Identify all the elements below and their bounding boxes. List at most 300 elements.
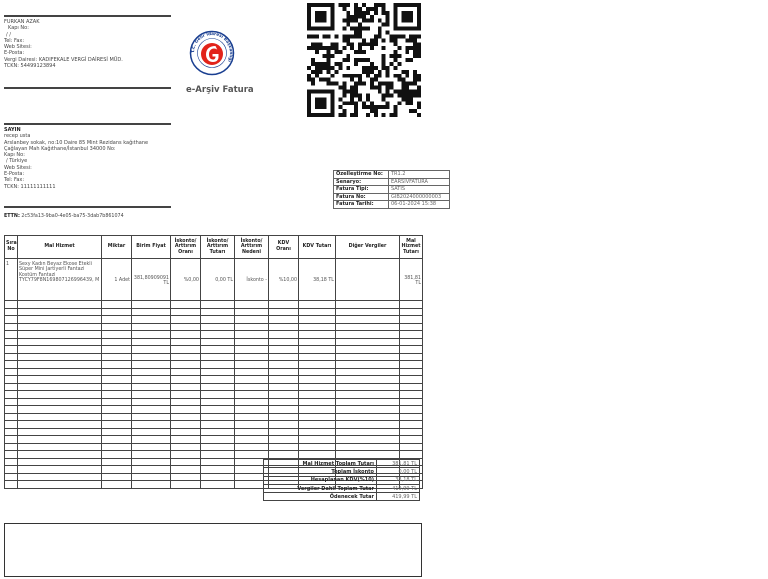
empty-cell bbox=[336, 308, 400, 316]
info-row bbox=[334, 171, 450, 179]
totals-row bbox=[264, 460, 420, 468]
empty-cell bbox=[269, 383, 299, 391]
seller-slash: / / bbox=[6, 31, 11, 38]
empty-cell bbox=[102, 406, 132, 414]
svg-text:T.C. Gelir İdaresi Başkanlığı: T.C. Gelir İdaresi Başkanlığı bbox=[189, 30, 235, 64]
empty-cell bbox=[299, 316, 336, 324]
empty-cell bbox=[269, 451, 299, 459]
item-other-taxes bbox=[336, 259, 400, 301]
empty-table-row bbox=[5, 346, 423, 354]
empty-cell bbox=[5, 338, 18, 346]
empty-cell bbox=[102, 368, 132, 376]
header-cell: İskonto/ Arttırım Oranı bbox=[171, 236, 201, 259]
empty-cell bbox=[171, 376, 201, 384]
empty-cell bbox=[201, 466, 235, 474]
empty-cell bbox=[235, 323, 269, 331]
header-cell: İskonto/ Arttırım Nedeni bbox=[235, 236, 269, 259]
empty-cell bbox=[102, 413, 132, 421]
empty-cell bbox=[132, 338, 171, 346]
buyer-door: Kapı No: bbox=[4, 152, 25, 159]
empty-cell bbox=[201, 353, 235, 361]
empty-cell bbox=[102, 323, 132, 331]
empty-cell bbox=[269, 361, 299, 369]
empty-cell bbox=[299, 368, 336, 376]
empty-cell bbox=[102, 436, 132, 444]
empty-cell bbox=[5, 376, 18, 384]
item-no: 1 bbox=[5, 259, 18, 301]
empty-cell bbox=[400, 428, 423, 436]
empty-table-row bbox=[5, 316, 423, 324]
empty-cell bbox=[201, 398, 235, 406]
empty-cell bbox=[132, 361, 171, 369]
empty-cell bbox=[299, 338, 336, 346]
empty-cell bbox=[5, 451, 18, 459]
empty-cell bbox=[18, 368, 102, 376]
table-row bbox=[5, 259, 423, 301]
empty-cell bbox=[132, 421, 171, 429]
info-value: TR1.2 bbox=[389, 171, 450, 179]
header-cell: Mal Hizmet Tutarı bbox=[400, 236, 423, 259]
empty-cell bbox=[5, 331, 18, 339]
empty-cell bbox=[201, 436, 235, 444]
empty-cell bbox=[18, 316, 102, 324]
seller-tax-office: Vergi Dairesi: KADIFEKALE VERGİ DAİRESİ MÜD. bbox=[4, 56, 123, 63]
empty-cell bbox=[18, 466, 102, 474]
empty-cell bbox=[102, 331, 132, 339]
empty-cell bbox=[336, 383, 400, 391]
seller-door: Kapı No: bbox=[8, 25, 29, 32]
empty-cell bbox=[299, 323, 336, 331]
empty-cell bbox=[18, 376, 102, 384]
logo-title: e-Arşiv Fatura bbox=[186, 85, 254, 95]
empty-cell bbox=[18, 428, 102, 436]
empty-cell bbox=[5, 481, 18, 489]
empty-cell bbox=[400, 353, 423, 361]
empty-cell bbox=[400, 391, 423, 399]
items-header-row bbox=[5, 236, 423, 259]
empty-cell bbox=[132, 398, 171, 406]
empty-cell bbox=[400, 413, 423, 421]
empty-cell bbox=[400, 451, 423, 459]
empty-cell bbox=[235, 413, 269, 421]
empty-cell bbox=[102, 383, 132, 391]
header-cell: Miktar bbox=[102, 236, 132, 259]
header-cell: Mal Hizmet bbox=[18, 236, 102, 259]
header-cell: Birim Fiyat bbox=[132, 236, 171, 259]
empty-cell bbox=[171, 323, 201, 331]
empty-cell bbox=[201, 368, 235, 376]
empty-cell bbox=[102, 338, 132, 346]
buyer-heading: SAYIN bbox=[4, 127, 21, 133]
empty-cell bbox=[132, 323, 171, 331]
item-vat-amount: 38,18 TL bbox=[299, 259, 336, 301]
empty-cell bbox=[400, 406, 423, 414]
empty-cell bbox=[336, 436, 400, 444]
seller-tckn: TCKN: 54499123894 bbox=[4, 63, 56, 70]
header-cell: KDV Tutarı bbox=[299, 236, 336, 259]
totals-key: Toplam İskonto bbox=[264, 468, 377, 476]
header-cell: KDV Oranı bbox=[269, 236, 299, 259]
empty-cell bbox=[171, 308, 201, 316]
empty-cell bbox=[18, 346, 102, 354]
empty-cell bbox=[336, 323, 400, 331]
info-value: EARSIVFATURA bbox=[389, 178, 450, 186]
empty-cell bbox=[102, 481, 132, 489]
totals-row bbox=[264, 476, 420, 484]
empty-table-row bbox=[5, 301, 423, 309]
totals-value: 0,00 TL bbox=[377, 468, 420, 476]
empty-cell bbox=[5, 466, 18, 474]
info-value: SATIS bbox=[389, 186, 450, 194]
empty-cell bbox=[269, 398, 299, 406]
empty-cell bbox=[400, 338, 423, 346]
empty-cell bbox=[171, 413, 201, 421]
empty-cell bbox=[18, 308, 102, 316]
empty-cell bbox=[269, 316, 299, 324]
totals-value: 38,18 TL bbox=[377, 476, 420, 484]
empty-cell bbox=[5, 368, 18, 376]
seller-web: Web Sitesi: bbox=[4, 44, 32, 51]
empty-cell bbox=[5, 458, 18, 466]
empty-cell bbox=[132, 458, 171, 466]
empty-cell bbox=[102, 308, 132, 316]
empty-table-row bbox=[5, 368, 423, 376]
empty-cell bbox=[336, 413, 400, 421]
empty-cell bbox=[132, 481, 171, 489]
empty-cell bbox=[18, 398, 102, 406]
empty-cell bbox=[18, 301, 102, 309]
empty-cell bbox=[18, 406, 102, 414]
empty-table-row bbox=[5, 443, 423, 451]
seller-email: E-Posta: bbox=[4, 50, 25, 57]
empty-cell bbox=[132, 413, 171, 421]
empty-cell bbox=[235, 428, 269, 436]
empty-cell bbox=[132, 428, 171, 436]
empty-table-row bbox=[5, 451, 423, 459]
empty-cell bbox=[201, 406, 235, 414]
empty-cell bbox=[132, 436, 171, 444]
empty-cell bbox=[132, 391, 171, 399]
seller-name: FURKAN AZAK bbox=[4, 19, 40, 25]
empty-cell bbox=[171, 301, 201, 309]
empty-cell bbox=[171, 391, 201, 399]
empty-cell bbox=[5, 316, 18, 324]
empty-cell bbox=[5, 361, 18, 369]
empty-cell bbox=[102, 428, 132, 436]
item-disc-rate: %0,00 bbox=[171, 259, 201, 301]
empty-cell bbox=[132, 451, 171, 459]
ettn bbox=[4, 214, 124, 219]
empty-cell bbox=[18, 383, 102, 391]
empty-cell bbox=[336, 346, 400, 354]
empty-table-row bbox=[5, 338, 423, 346]
empty-cell bbox=[400, 436, 423, 444]
empty-cell bbox=[235, 383, 269, 391]
item-unit-price: 381,80909091 TL bbox=[132, 259, 171, 301]
empty-cell bbox=[336, 376, 400, 384]
info-row bbox=[334, 201, 450, 209]
empty-table-row bbox=[5, 391, 423, 399]
empty-cell bbox=[269, 338, 299, 346]
item-desc: Sexy Kadın Beyaz Ekose Etekli Süper Mini Jartiyerli Fantazi Kostüm Fantazi TYCY79F8N169807126996439, M bbox=[18, 259, 102, 301]
empty-cell bbox=[336, 398, 400, 406]
buyer-top-rule bbox=[4, 123, 171, 125]
empty-cell bbox=[5, 473, 18, 481]
empty-cell bbox=[18, 323, 102, 331]
empty-cell bbox=[171, 331, 201, 339]
info-row bbox=[334, 178, 450, 186]
empty-cell bbox=[201, 361, 235, 369]
empty-cell bbox=[336, 331, 400, 339]
empty-cell bbox=[102, 316, 132, 324]
empty-cell bbox=[299, 443, 336, 451]
empty-cell bbox=[132, 301, 171, 309]
empty-cell bbox=[171, 383, 201, 391]
totals-value: 419,99 TL bbox=[377, 484, 420, 492]
empty-cell bbox=[5, 443, 18, 451]
empty-cell bbox=[269, 413, 299, 421]
empty-cell bbox=[18, 451, 102, 459]
empty-cell bbox=[269, 353, 299, 361]
empty-cell bbox=[171, 458, 201, 466]
empty-cell bbox=[5, 406, 18, 414]
empty-cell bbox=[235, 443, 269, 451]
buyer-address-2: Çağlayan Mah Kağıthane/İstanbul 34000 No: bbox=[4, 145, 116, 152]
empty-cell bbox=[171, 361, 201, 369]
totals-key: Vergiler Dahil Toplam Tutar bbox=[264, 484, 377, 492]
empty-cell bbox=[269, 301, 299, 309]
empty-cell bbox=[299, 301, 336, 309]
empty-cell bbox=[269, 428, 299, 436]
empty-cell bbox=[269, 346, 299, 354]
info-key: Özelleştirme No: bbox=[334, 171, 389, 179]
empty-cell bbox=[5, 421, 18, 429]
empty-cell bbox=[5, 353, 18, 361]
empty-cell bbox=[336, 421, 400, 429]
empty-cell bbox=[400, 383, 423, 391]
info-row bbox=[334, 186, 450, 194]
empty-cell bbox=[336, 301, 400, 309]
empty-cell bbox=[102, 421, 132, 429]
gib-logo bbox=[186, 30, 254, 95]
empty-cell bbox=[269, 443, 299, 451]
empty-table-row bbox=[5, 376, 423, 384]
item-disc-reason: İskonto - bbox=[235, 259, 269, 301]
empty-cell bbox=[171, 368, 201, 376]
empty-cell bbox=[102, 376, 132, 384]
buyer-web: Web Sitesi: bbox=[4, 164, 32, 171]
info-row bbox=[334, 193, 450, 201]
empty-cell bbox=[235, 353, 269, 361]
buyer-name: recep usta bbox=[4, 133, 31, 140]
buyer-tel: Tel: Fax: bbox=[4, 177, 25, 184]
empty-table-row bbox=[5, 331, 423, 339]
empty-cell bbox=[18, 353, 102, 361]
empty-cell bbox=[18, 361, 102, 369]
invoice-info-table bbox=[333, 170, 450, 209]
totals-row bbox=[264, 493, 420, 501]
empty-cell bbox=[171, 428, 201, 436]
buyer-tckn: TCKN: 11111111111 bbox=[4, 183, 56, 190]
empty-cell bbox=[171, 481, 201, 489]
ettn-value: 2c53fa13-9ba0-4e05-ba75-3dab7b861074 bbox=[21, 214, 124, 219]
empty-cell bbox=[336, 368, 400, 376]
empty-cell bbox=[269, 421, 299, 429]
empty-cell bbox=[171, 346, 201, 354]
empty-cell bbox=[132, 316, 171, 324]
empty-cell bbox=[171, 421, 201, 429]
empty-cell bbox=[400, 301, 423, 309]
seller-bottom-rule bbox=[4, 87, 171, 89]
empty-cell bbox=[132, 376, 171, 384]
empty-cell bbox=[235, 346, 269, 354]
empty-cell bbox=[336, 451, 400, 459]
empty-cell bbox=[132, 406, 171, 414]
empty-cell bbox=[299, 428, 336, 436]
empty-cell bbox=[201, 331, 235, 339]
empty-cell bbox=[102, 391, 132, 399]
empty-table-row bbox=[5, 413, 423, 421]
empty-cell bbox=[299, 383, 336, 391]
empty-cell bbox=[400, 421, 423, 429]
empty-cell bbox=[201, 443, 235, 451]
items-table bbox=[4, 235, 423, 489]
totals-value: 419,99 TL bbox=[377, 493, 420, 501]
empty-cell bbox=[235, 338, 269, 346]
totals-key: Ödenecek Tutar bbox=[264, 493, 377, 501]
empty-cell bbox=[269, 376, 299, 384]
totals-row bbox=[264, 484, 420, 492]
empty-table-row bbox=[5, 361, 423, 369]
empty-cell bbox=[201, 481, 235, 489]
empty-cell bbox=[201, 473, 235, 481]
empty-cell bbox=[102, 473, 132, 481]
empty-table-row bbox=[5, 323, 423, 331]
empty-cell bbox=[235, 301, 269, 309]
empty-cell bbox=[18, 436, 102, 444]
empty-cell bbox=[18, 391, 102, 399]
empty-cell bbox=[102, 458, 132, 466]
totals-value: 381,81 TL bbox=[377, 460, 420, 468]
empty-cell bbox=[299, 361, 336, 369]
empty-cell bbox=[102, 443, 132, 451]
empty-cell bbox=[235, 316, 269, 324]
empty-cell bbox=[299, 353, 336, 361]
qr-code-icon bbox=[307, 3, 421, 117]
empty-cell bbox=[336, 338, 400, 346]
empty-cell bbox=[299, 346, 336, 354]
buyer-country: / Türkiye bbox=[6, 158, 28, 165]
empty-cell bbox=[132, 308, 171, 316]
empty-cell bbox=[171, 338, 201, 346]
empty-cell bbox=[299, 406, 336, 414]
empty-cell bbox=[102, 353, 132, 361]
empty-cell bbox=[5, 428, 18, 436]
empty-cell bbox=[400, 346, 423, 354]
empty-cell bbox=[201, 346, 235, 354]
empty-cell bbox=[132, 346, 171, 354]
buyer-bottom-rule bbox=[4, 206, 171, 208]
buyer-email: E-Posta: bbox=[4, 171, 25, 178]
empty-cell bbox=[235, 451, 269, 459]
empty-cell bbox=[400, 376, 423, 384]
empty-cell bbox=[235, 331, 269, 339]
empty-table-row bbox=[5, 436, 423, 444]
empty-table-row bbox=[5, 406, 423, 414]
empty-table-row bbox=[5, 353, 423, 361]
empty-cell bbox=[102, 451, 132, 459]
info-key: Senaryo: bbox=[334, 178, 389, 186]
empty-cell bbox=[299, 331, 336, 339]
empty-cell bbox=[171, 466, 201, 474]
empty-cell bbox=[18, 331, 102, 339]
item-qty: 1 Adet bbox=[102, 259, 132, 301]
empty-table-row bbox=[5, 308, 423, 316]
empty-cell bbox=[102, 398, 132, 406]
empty-cell bbox=[235, 391, 269, 399]
empty-table-row bbox=[5, 421, 423, 429]
empty-cell bbox=[400, 398, 423, 406]
empty-cell bbox=[400, 308, 423, 316]
totals-table bbox=[263, 459, 420, 501]
empty-cell bbox=[400, 368, 423, 376]
empty-cell bbox=[269, 308, 299, 316]
empty-cell bbox=[201, 323, 235, 331]
empty-cell bbox=[400, 361, 423, 369]
empty-cell bbox=[269, 323, 299, 331]
empty-cell bbox=[171, 451, 201, 459]
empty-cell bbox=[5, 323, 18, 331]
empty-cell bbox=[269, 391, 299, 399]
empty-cell bbox=[18, 473, 102, 481]
item-disc-amount: 0,00 TL bbox=[201, 259, 235, 301]
empty-cell bbox=[269, 436, 299, 444]
empty-cell bbox=[336, 361, 400, 369]
empty-cell bbox=[171, 436, 201, 444]
empty-cell bbox=[132, 473, 171, 481]
empty-cell bbox=[5, 398, 18, 406]
empty-cell bbox=[132, 331, 171, 339]
empty-cell bbox=[102, 346, 132, 354]
empty-table-row bbox=[5, 398, 423, 406]
empty-cell bbox=[400, 331, 423, 339]
seller-tel: Tel: Fax: bbox=[4, 37, 25, 44]
empty-cell bbox=[336, 391, 400, 399]
empty-cell bbox=[201, 383, 235, 391]
totals-row bbox=[264, 468, 420, 476]
empty-cell bbox=[336, 316, 400, 324]
header-cell: İskonto/ Arttırım Tutarı bbox=[201, 236, 235, 259]
empty-cell bbox=[269, 331, 299, 339]
empty-cell bbox=[201, 413, 235, 421]
empty-table-row bbox=[5, 428, 423, 436]
buyer-block bbox=[4, 127, 148, 190]
empty-cell bbox=[269, 406, 299, 414]
empty-cell bbox=[235, 406, 269, 414]
empty-cell bbox=[201, 421, 235, 429]
empty-cell bbox=[400, 316, 423, 324]
empty-cell bbox=[299, 398, 336, 406]
empty-cell bbox=[5, 413, 18, 421]
empty-cell bbox=[299, 436, 336, 444]
empty-cell bbox=[201, 316, 235, 324]
empty-cell bbox=[299, 421, 336, 429]
seller-top-rule bbox=[4, 15, 171, 17]
empty-cell bbox=[171, 443, 201, 451]
empty-cell bbox=[171, 406, 201, 414]
empty-cell bbox=[132, 383, 171, 391]
notes-box bbox=[4, 523, 422, 577]
